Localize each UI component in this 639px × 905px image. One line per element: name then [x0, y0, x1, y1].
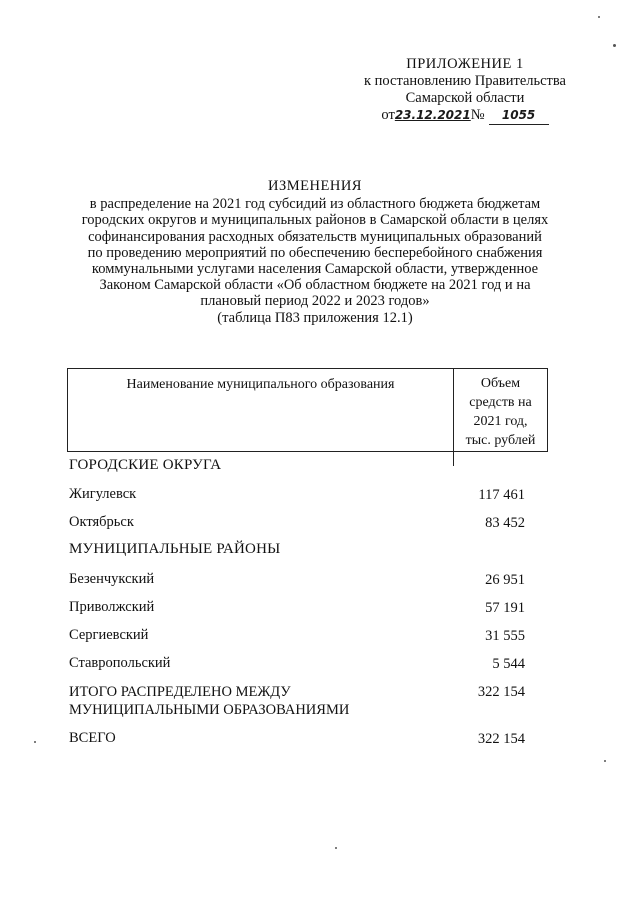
heading-line-8: (таблица П83 приложения 12.1)	[217, 309, 413, 326]
scan-speck	[604, 760, 606, 762]
table-row-name: Ставропольский	[69, 655, 171, 671]
column-divider	[453, 452, 454, 466]
total-distributed-line-1: ИТОГО РАСПРЕДЕЛЕНО МЕЖДУ	[69, 684, 291, 700]
table-row-value: 5 544	[492, 656, 525, 672]
heading-line-5: коммунальными услугами населения Самарской области, утвержденное	[91, 261, 539, 278]
table-row-name: Приволжский	[69, 599, 155, 615]
section-municipal-districts: МУНИЦИПАЛЬНЫЕ РАЙОНЫ	[69, 541, 281, 557]
appendix-date-line	[330, 107, 600, 125]
header-volume-line: 2021 год,	[473, 414, 528, 429]
table-row-value: 57 191	[485, 600, 525, 616]
header-volume-line: тыс. рублей	[465, 433, 536, 448]
table-row-name: Октябрьск	[69, 514, 134, 530]
grand-total-label: ВСЕГО	[69, 730, 116, 746]
header-volume-cell	[454, 369, 547, 451]
table-row-value: 26 951	[485, 572, 525, 588]
handwritten-date: 23.12.2021	[394, 108, 471, 122]
date-prefix: от	[381, 107, 395, 123]
table-row-value: 83 452	[485, 515, 525, 531]
total-distributed-label	[69, 683, 349, 719]
handwritten-number: 1055	[489, 107, 549, 125]
header-name-cell: Наименование муниципального образования	[68, 369, 454, 451]
table-row-name: Безенчукский	[69, 571, 155, 587]
header-volume-line: Объем	[480, 376, 521, 391]
total-distributed-value: 322 154	[477, 684, 525, 700]
heading-line-6: Законом Самарской области «Об областном бюджете на 2021 год и на	[99, 277, 531, 294]
scan-speck	[34, 741, 36, 743]
section-urban-districts: ГОРОДСКИЕ ОКРУГА	[69, 457, 222, 473]
scan-speck	[335, 847, 337, 849]
table-row-name: Жигулевск	[69, 486, 137, 502]
appendix-line-1: к постановлению Правительства	[364, 73, 566, 89]
heading-line-1: в распределение на 2021 год субсидий из областного бюджета бюджетам	[89, 196, 541, 213]
grand-total-value: 322 154	[477, 731, 525, 747]
heading-line-7: плановый период 2022 и 2023 годов»	[200, 293, 430, 310]
number-prefix: №	[470, 107, 485, 123]
scan-speck	[613, 44, 616, 47]
table-row-name: Сергиевский	[69, 627, 149, 643]
document-heading	[60, 178, 570, 326]
header-volume-line: средств на	[469, 395, 532, 410]
heading-line-3: софинансирования расходных обязательств муниципальных образований	[88, 228, 542, 245]
appendix-line-2: Самарской области	[405, 90, 525, 106]
table-row-value: 31 555	[485, 628, 525, 644]
scan-speck	[598, 16, 600, 18]
table-header	[67, 368, 548, 452]
heading-line-4: по проведению мероприятий по обеспечению бесперебойного снабжения	[87, 244, 543, 261]
heading-line-2: городских округов и муниципальных районов в Самарской области в целях	[81, 212, 549, 229]
table-row-value: 117 461	[478, 487, 525, 503]
appendix-title: ПРИЛОЖЕНИЕ 1	[406, 56, 524, 72]
appendix-block	[330, 56, 600, 125]
heading-title: ИЗМЕНЕНИЯ	[268, 178, 362, 194]
total-distributed-line-2: МУНИЦИПАЛЬНЫМИ ОБРАЗОВАНИЯМИ	[69, 702, 350, 718]
